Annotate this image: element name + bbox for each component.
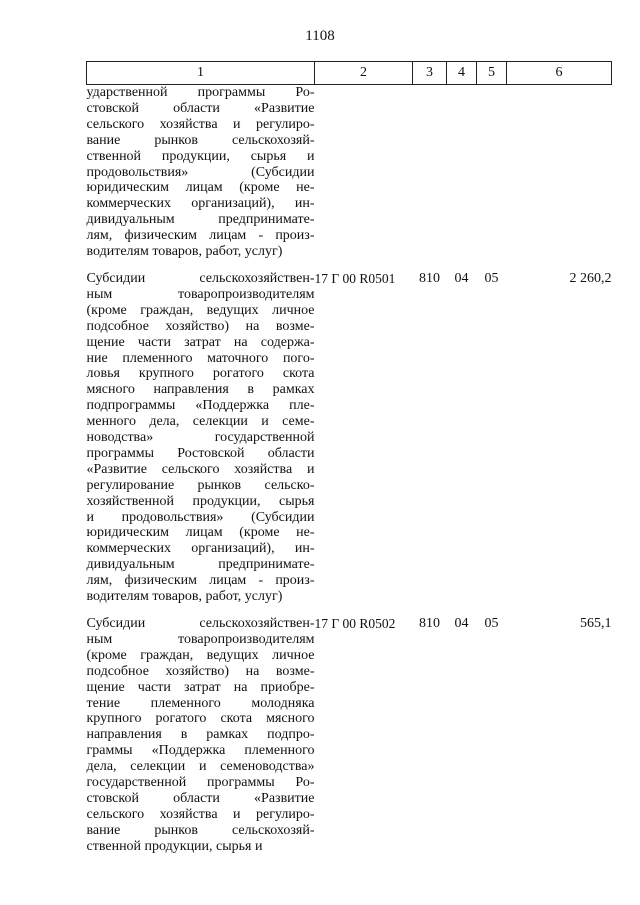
amount-cell: 565,1	[580, 616, 612, 631]
description-line: подпрограммы «Поддержка пле-	[86, 398, 315, 414]
description-line: (кроме граждан, ведущих личное	[86, 302, 315, 318]
description-cell	[87, 616, 315, 855]
description-line: сельского хозяйства и регулиро-	[86, 806, 315, 822]
description-line: продовольствия» (Субсидии	[86, 164, 315, 180]
description-line: граммы «Поддержка племенного	[86, 743, 315, 759]
description-line: вание рынков сельскохозяй-	[86, 132, 315, 148]
description-line: хозяйственной продукции, сырья	[86, 493, 315, 509]
description-line: коммерческих организаций), ин-	[86, 541, 315, 557]
description-line: подсобное хозяйство) на возме-	[86, 318, 315, 334]
description-line: водителям товаров, работ, услуг)	[86, 589, 283, 605]
subsection-cell: 05	[484, 270, 499, 286]
description-line: менного дела, селекции и семе-	[86, 414, 315, 430]
code-cell: 17 Г 00 R0501	[314, 270, 396, 286]
subsection-cell	[477, 85, 507, 260]
column-header-4: 4	[447, 62, 477, 85]
description-line: дела, селекции и семеноводства»	[86, 759, 315, 775]
section-cell: 04	[454, 616, 469, 631]
description-line: ударственной программы Ро-	[86, 85, 315, 100]
column-header-6: 6	[507, 62, 612, 85]
subsection-cell: 05	[484, 616, 499, 631]
column-header-3: 3	[413, 62, 447, 85]
description-line: программы Ростовской области	[86, 445, 315, 461]
description-line: Субсидии сельскохозяйствен-	[86, 616, 315, 631]
description-line: стовской области «Развитие	[86, 100, 315, 116]
description-line: ловья крупного рогатого скота	[86, 366, 315, 382]
amount-cell	[507, 85, 612, 260]
description-line: «Развитие сельского хозяйства и	[86, 461, 315, 477]
description-line: юридическим лицам (кроме не-	[86, 525, 315, 541]
description-line: лям, физическим лицам - произ-	[86, 573, 315, 589]
description-cell	[87, 85, 315, 260]
row-spacer	[87, 605, 612, 616]
description-line: новодства» государственной	[86, 430, 315, 446]
description-line: коммерческих организаций), ин-	[86, 196, 315, 212]
description-line: направления в рамках подпро-	[86, 727, 315, 743]
type-cell: 810	[419, 270, 440, 286]
column-header-5: 5	[477, 62, 507, 85]
description-line: вание рынков сельскохозяй-	[86, 822, 315, 838]
description-line: дивидуальным предпринимате-	[86, 557, 315, 573]
description-line: водителям товаров, работ, услуг)	[86, 244, 283, 260]
description-line: крупного рогатого скота мясного	[86, 711, 315, 727]
description-line: ственной продукции, сырья и	[86, 148, 315, 164]
description-line: регулирование рынков сельско-	[86, 477, 315, 493]
budget-table	[86, 61, 612, 855]
section-cell	[447, 85, 477, 260]
description-cell	[87, 271, 315, 605]
table-header-row	[87, 62, 612, 85]
row-spacer	[87, 260, 612, 271]
amount-cell: 2 260,2	[569, 270, 612, 286]
description-line: государственной программы Ро-	[86, 775, 315, 791]
page-number: 1108	[305, 28, 335, 44]
description-line: (кроме граждан, ведущих личное	[86, 647, 315, 663]
table-row	[87, 271, 612, 605]
description-line: ным товаропроизводителям	[86, 286, 315, 302]
description-line: ным товаропроизводителям	[86, 631, 315, 647]
row-spacer-cell	[87, 605, 612, 616]
description-line: и продовольствия» (Субсидии	[86, 509, 315, 525]
description-line: юридическим лицам (кроме не-	[86, 180, 315, 196]
description-line: сельского хозяйства и регулиро-	[86, 116, 315, 132]
description-line: щение части затрат на приобре-	[86, 679, 315, 695]
column-header-2: 2	[315, 62, 413, 85]
section-cell: 04	[454, 270, 469, 286]
row-spacer-cell	[87, 260, 612, 271]
description-line: стовской области «Развитие	[86, 790, 315, 806]
type-cell: 810	[419, 616, 440, 631]
code-cell	[315, 85, 413, 260]
description-line: подсобное хозяйство) на возме-	[86, 663, 315, 679]
description-line: ственной продукции, сырья и	[86, 838, 263, 854]
description-line: лям, физическим лицам - произ-	[86, 228, 315, 244]
description-line: дивидуальным предпринимате-	[86, 212, 315, 228]
code-cell: 17 Г 00 R0502	[314, 616, 396, 631]
description-line: тение племенного молодняка	[86, 695, 315, 711]
type-cell	[413, 85, 447, 260]
description-line: Субсидии сельскохозяйствен-	[86, 270, 315, 286]
description-line: щение части затрат на содержа-	[86, 334, 315, 350]
table-row	[87, 616, 612, 855]
table-body	[87, 85, 612, 855]
column-header-1: 1	[87, 62, 315, 85]
description-line: мясного направления в рамках	[86, 382, 315, 398]
table-row	[87, 85, 612, 260]
description-line: ние племенного маточного пого-	[86, 350, 315, 366]
